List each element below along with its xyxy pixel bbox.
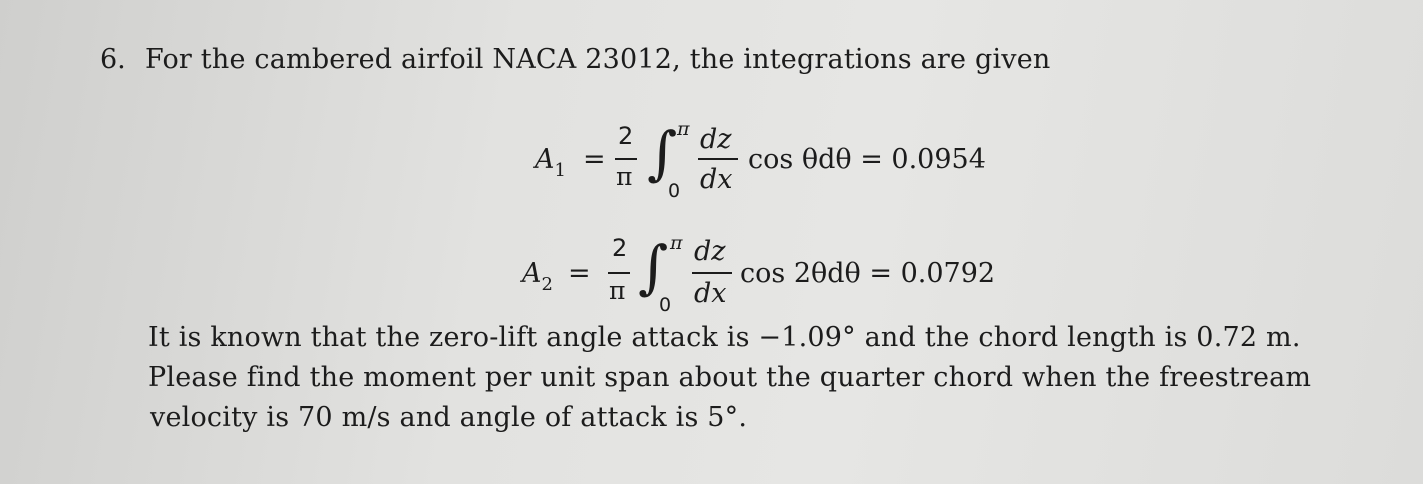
eq1-integral-sign: ∫: [647, 119, 678, 187]
eq1-frac-den: π: [616, 162, 633, 191]
eq1-tail: cos θdθ = 0.0954: [748, 144, 986, 175]
eq2-int-upper: π: [670, 232, 683, 254]
problem-line-conditions: velocity is 70 m/s and angle of attack is 5°.: [150, 402, 748, 433]
eq1-deriv-bar: [698, 158, 738, 160]
problem-line-zero-lift: It is known that the zero-lift angle attack is −1.09° and the chord length is 0.72 m.: [148, 322, 1301, 353]
eq1-int-lower: 0: [668, 180, 681, 202]
eq1-lhs: $A_1$: [535, 144, 566, 181]
eq2-frac-den: π: [609, 276, 626, 305]
eq1-frac-num: 2: [618, 122, 634, 150]
problem-number: 6.: [100, 44, 126, 75]
equation-a1: [535, 118, 995, 202]
eq2-frac-bar: [608, 272, 630, 274]
eq2-deriv-num: dz: [694, 236, 726, 267]
eq1-deriv-num: dz: [700, 124, 732, 155]
problem-intro: For the cambered airfoil NACA 23012, the integrations are given: [145, 44, 1051, 75]
eq2-equals: =: [568, 258, 591, 289]
eq1-deriv-den: dx: [700, 164, 733, 195]
eq2-deriv-bar: [692, 272, 732, 274]
eq1-equals: =: [583, 144, 606, 175]
problem-line-question: Please find the moment per unit span about the quarter chord when the freestream: [148, 362, 1312, 393]
eq2-int-lower: 0: [659, 294, 672, 316]
eq2-lhs: $A_2$: [522, 258, 553, 295]
eq2-frac-num: 2: [612, 234, 628, 262]
eq1-int-upper: π: [677, 118, 690, 140]
eq1-frac-bar: [615, 158, 637, 160]
equation-a2: [522, 228, 996, 316]
eq2-deriv-den: dx: [694, 278, 727, 309]
eq2-integral-sign: ∫: [638, 233, 669, 301]
eq2-tail: cos 2θdθ = 0.0792: [740, 258, 996, 289]
